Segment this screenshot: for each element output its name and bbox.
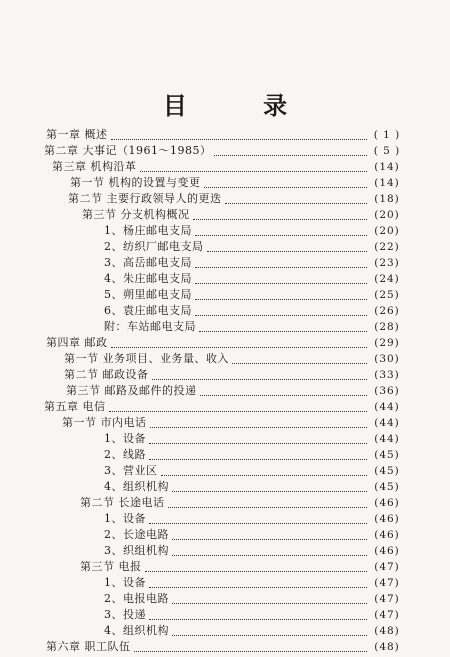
toc-entry-page-number: (47) [374, 561, 400, 573]
toc-entry-label: 第六章 职工队伍 [46, 640, 131, 653]
toc-entry-page-number: (33) [374, 369, 400, 381]
dot-leader [195, 282, 367, 284]
toc-entry [0, 159, 450, 175]
toc-entry [0, 511, 450, 527]
toc-entry-label: 3、织组机构 [104, 544, 169, 557]
toc-entry-label: 1、设备 [104, 432, 146, 445]
dot-leader [172, 634, 367, 636]
toc-entry-page-number: (18) [374, 193, 400, 205]
toc-entry [0, 543, 450, 559]
dot-leader [207, 250, 368, 252]
toc-entry [0, 575, 450, 591]
dot-leader [195, 298, 367, 300]
toc-entry-label: 1、杨庄邮电支局 [104, 224, 192, 237]
dot-leader [150, 426, 368, 428]
toc-entry [0, 399, 450, 415]
toc-entry [0, 463, 450, 479]
toc-entry [0, 559, 450, 575]
toc-entry-page-number: (25) [374, 289, 400, 301]
dot-leader [145, 570, 368, 572]
toc-entry-page-number: (23) [374, 257, 400, 269]
toc-entry-page-number: (30) [374, 353, 400, 365]
dot-leader [204, 186, 368, 188]
toc-entry [0, 175, 450, 191]
toc-entry [0, 207, 450, 223]
toc-entry [0, 351, 450, 367]
dot-leader [134, 650, 368, 652]
toc-entry [0, 191, 450, 207]
toc-entry [0, 335, 450, 351]
toc-entry-label: 第三节 分支机构概况 [82, 208, 190, 221]
toc-entry-page-number: (46) [374, 545, 400, 557]
toc-entry-page-number: ( 1 ) [373, 129, 401, 141]
dot-leader [111, 346, 368, 348]
toc-entry [0, 623, 450, 639]
toc-entry-page-number: ( 5 ) [373, 145, 401, 157]
toc-entry-label: 3、营业区 [104, 464, 158, 477]
toc-entry-page-number: (48) [374, 641, 400, 653]
toc-entry-label: 2、长途电路 [104, 528, 169, 541]
toc-entry-page-number: (47) [374, 577, 400, 589]
toc-entry-label: 第二章 大事记（1961～1985） [44, 144, 212, 157]
dot-leader [193, 218, 368, 220]
dot-leader [149, 458, 367, 460]
toc-entry-label: 第五章 电信 [44, 400, 106, 413]
toc-entry-page-number: (24) [374, 273, 400, 285]
dot-leader [200, 394, 368, 396]
toc-entry-label: 4、朱庄邮电支局 [104, 272, 192, 285]
dot-leader [161, 474, 368, 476]
toc-entry-page-number: (14) [374, 161, 400, 173]
toc-entry-page-number: (46) [374, 497, 400, 509]
toc-entry-label: 1、设备 [104, 512, 146, 525]
toc-entry-page-number: (46) [374, 513, 400, 525]
dot-leader [149, 442, 367, 444]
toc-entry-label: 4、组织机构 [104, 624, 169, 637]
toc-entry-label: 第一节 业务项目、业务量、收入 [64, 352, 229, 365]
dot-leader [152, 378, 368, 380]
toc-entry [0, 287, 450, 303]
toc-entry-page-number: (14) [374, 177, 400, 189]
toc-entry-page-number: (36) [374, 385, 400, 397]
dot-leader [172, 538, 367, 540]
toc-entry [0, 447, 450, 463]
toc-entry-label: 2、线路 [104, 448, 146, 461]
dot-leader [149, 586, 367, 588]
toc-entry [0, 143, 450, 159]
toc-entry-page-number: (44) [374, 401, 400, 413]
dot-leader [149, 522, 367, 524]
page-title: 目 录 [162, 91, 322, 120]
toc-entry [0, 239, 450, 255]
toc-entry [0, 431, 450, 447]
toc-entry-label: 5、朔里邮电支局 [104, 288, 192, 301]
table-of-contents [0, 120, 450, 657]
toc-entry-page-number: (28) [374, 321, 400, 333]
toc-entry-page-number: (44) [374, 433, 400, 445]
toc-entry [0, 271, 450, 287]
dot-leader [172, 554, 367, 556]
toc-entry-page-number: (46) [374, 529, 400, 541]
toc-entry [0, 527, 450, 543]
toc-entry-label: 附：车站邮电支局 [104, 320, 196, 333]
toc-entry-label: 第二节 长途电话 [80, 496, 165, 509]
toc-entry-label: 3、高岳邮电支局 [104, 256, 192, 269]
toc-entry [0, 415, 450, 431]
toc-entry-page-number: (44) [374, 417, 400, 429]
toc-entry-label: 第一节 机构的设置与变更 [70, 176, 201, 189]
toc-entry [0, 127, 450, 143]
toc-entry [0, 303, 450, 319]
dot-leader [140, 170, 368, 172]
dot-leader [172, 490, 367, 492]
dot-leader [195, 234, 367, 236]
dot-leader [109, 410, 368, 412]
toc-entry-page-number: (48) [374, 625, 400, 637]
toc-entry-label: 第四章 邮政 [46, 336, 108, 349]
dot-leader [214, 154, 367, 156]
toc-entry [0, 495, 450, 511]
toc-entry-page-number: (20) [374, 225, 400, 237]
dot-leader [195, 314, 367, 316]
toc-entry-label: 第三节 电报 [80, 560, 142, 573]
toc-entry [0, 255, 450, 271]
toc-entry [0, 639, 450, 655]
dot-leader [199, 330, 367, 332]
dot-leader [172, 602, 367, 604]
toc-entry [0, 383, 450, 399]
toc-entry-page-number: (20) [374, 209, 400, 221]
dot-leader [195, 266, 367, 268]
toc-entry-label: 3、投递 [104, 608, 146, 621]
toc-entry-page-number: (47) [374, 593, 400, 605]
toc-entry [0, 223, 450, 239]
toc-entry-label: 4、组织机构 [104, 480, 169, 493]
toc-entry-label: 第一章 概述 [46, 128, 108, 141]
dot-leader [232, 362, 367, 364]
toc-entry-label: 6、袁庄邮电支局 [104, 304, 192, 317]
toc-entry [0, 607, 450, 623]
dot-leader [225, 202, 368, 204]
toc-entry-label: 第一节 市内电话 [62, 416, 147, 429]
dot-leader [168, 506, 368, 508]
toc-entry-label: 第三节 邮路及邮件的投递 [66, 384, 197, 397]
toc-entry [0, 367, 450, 383]
toc-entry-label: 2、电报电路 [104, 592, 169, 605]
toc-entry-page-number: (45) [374, 449, 400, 461]
toc-entry-label: 第三章 机构沿革 [52, 160, 137, 173]
toc-entry-page-number: (45) [374, 465, 400, 477]
toc-entry-page-number: (29) [374, 337, 400, 349]
toc-entry-page-number: (22) [374, 241, 400, 253]
toc-entry-label: 2、纺织厂邮电支局 [104, 240, 204, 253]
dot-leader [111, 138, 368, 140]
toc-entry-label: 1、设备 [104, 576, 146, 589]
toc-entry-label: 第二节 主要行政领导人的更迭 [68, 192, 222, 205]
toc-entry [0, 479, 450, 495]
toc-entry-page-number: (26) [374, 305, 400, 317]
toc-entry-page-number: (45) [374, 481, 400, 493]
dot-leader [149, 618, 367, 620]
toc-entry-label: 第二节 邮政设备 [64, 368, 149, 381]
toc-entry [0, 591, 450, 607]
toc-entry-page-number: (47) [374, 609, 400, 621]
toc-entry [0, 319, 450, 335]
